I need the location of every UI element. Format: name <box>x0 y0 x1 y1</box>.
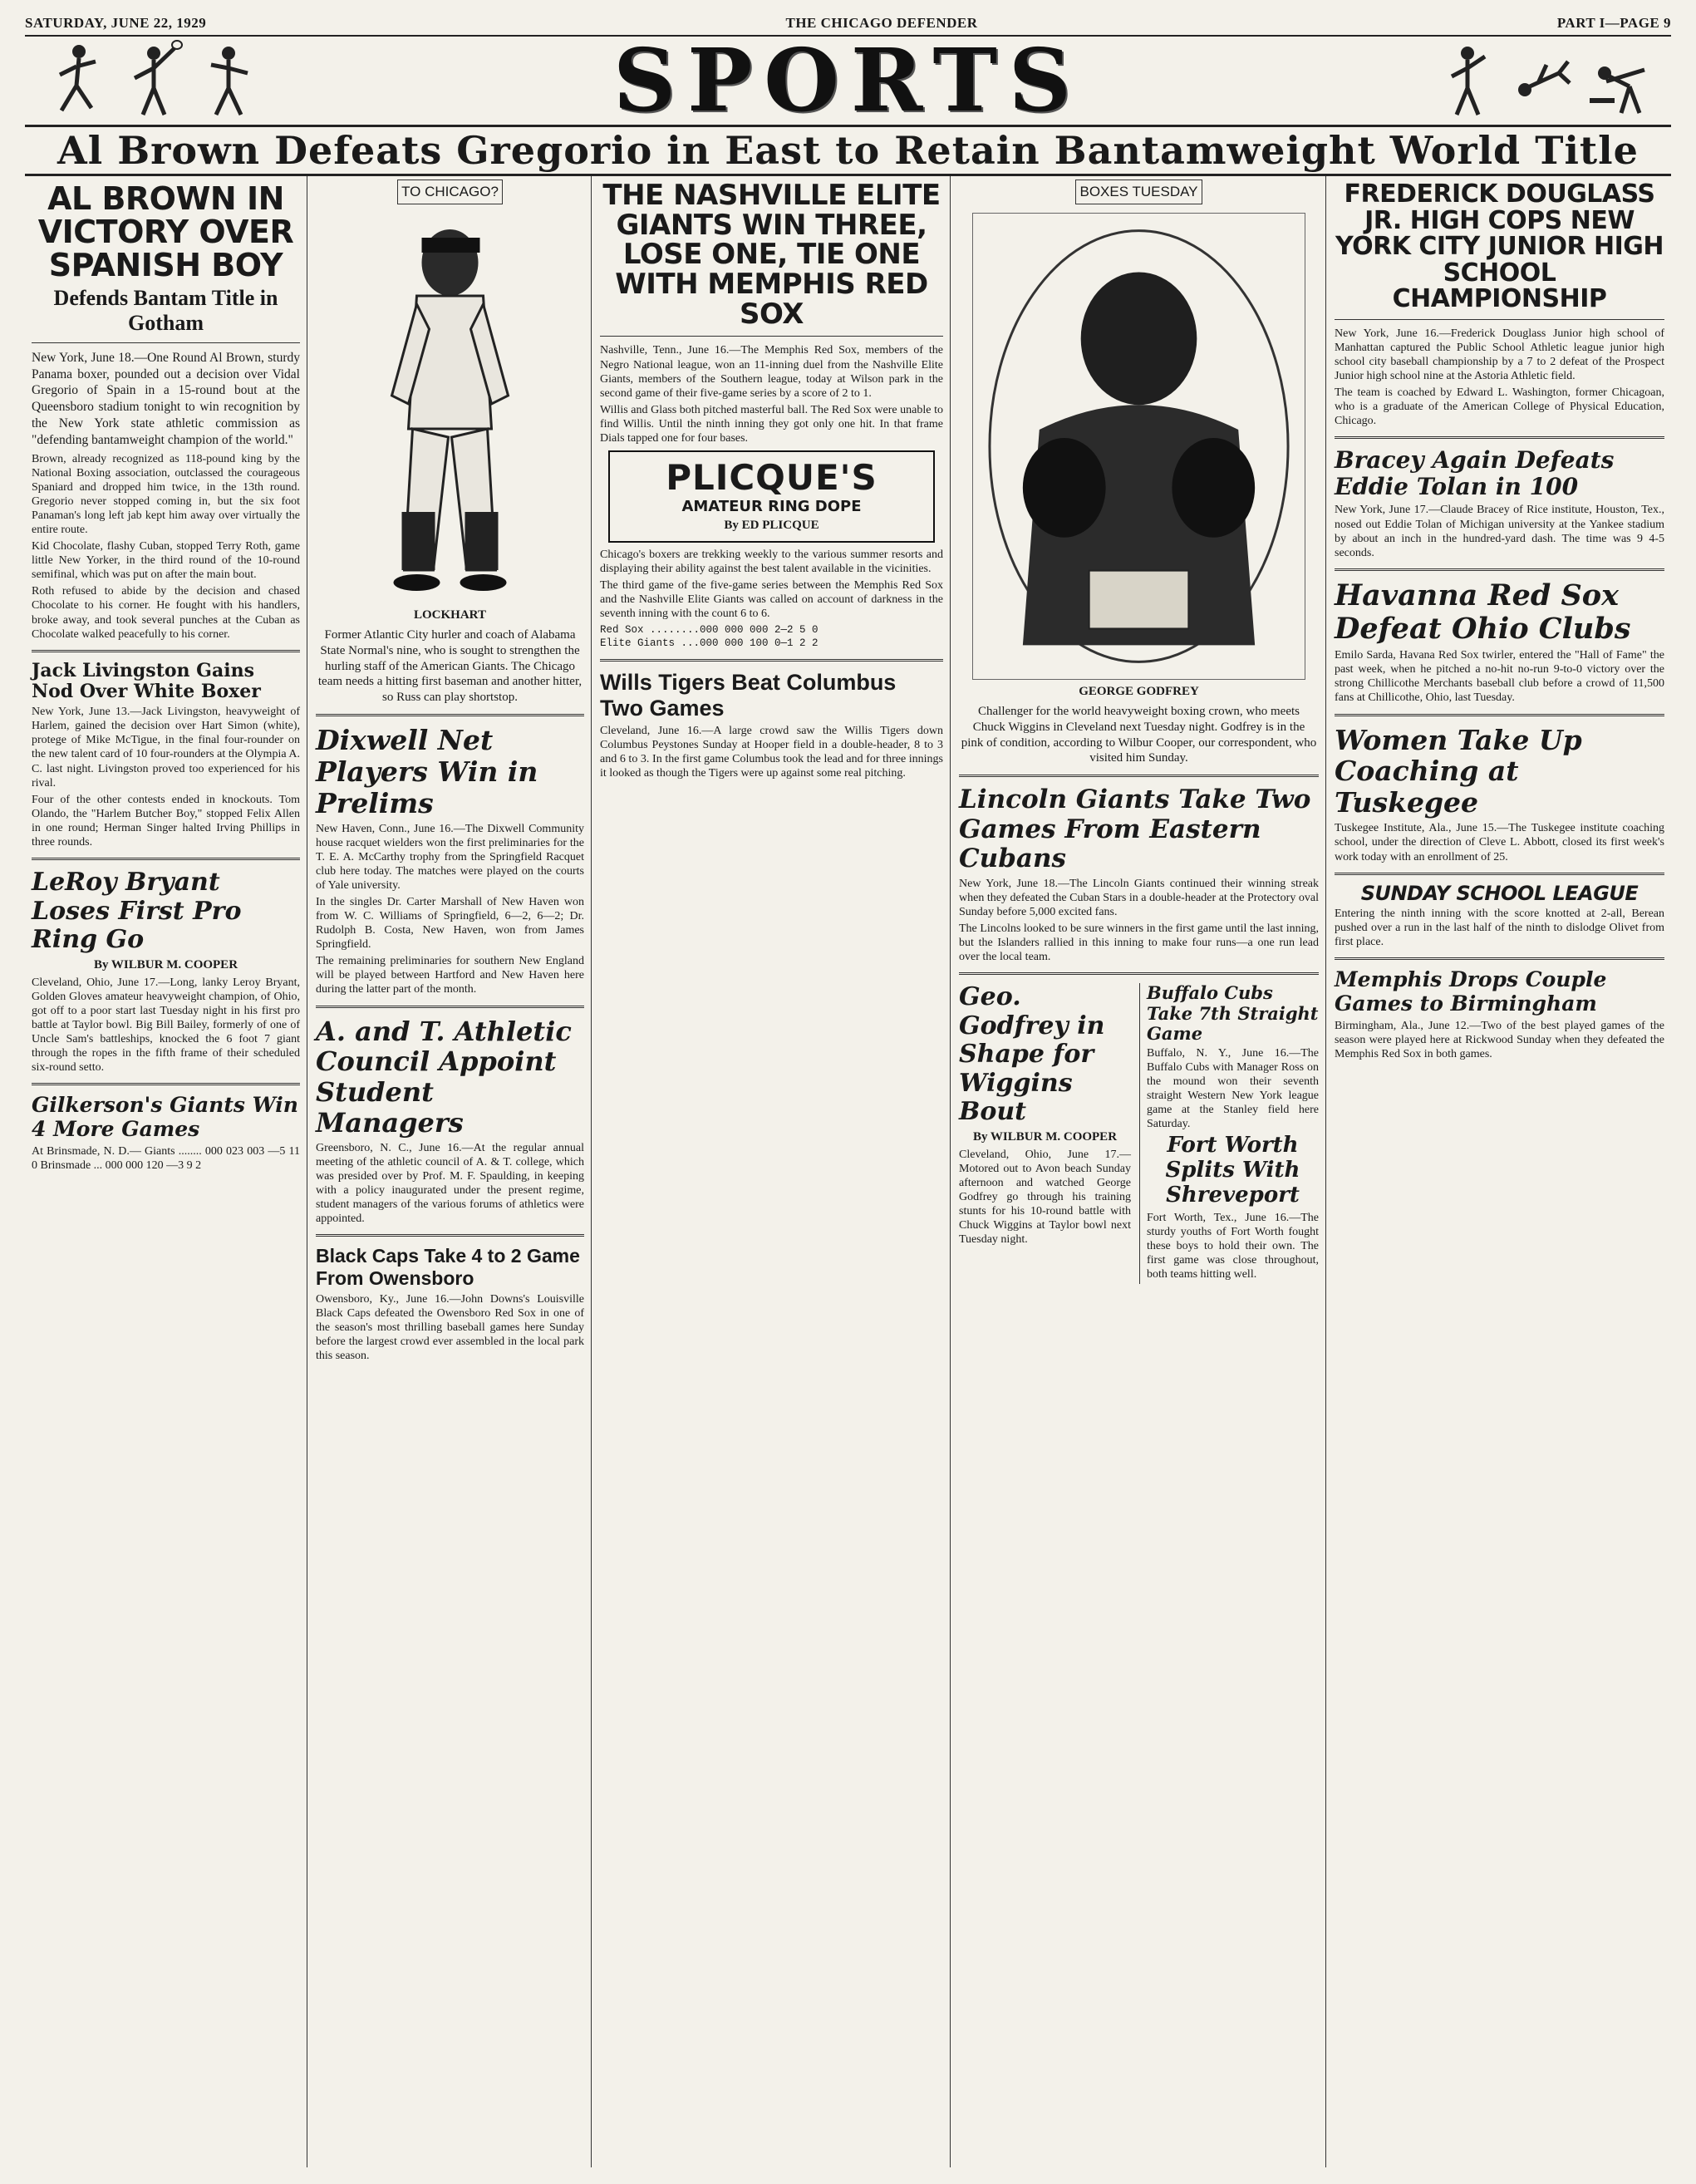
header-paper-name: THE CHICAGO DEFENDER <box>785 15 978 31</box>
article-headline: THE NASHVILLE ELITE GIANTS WIN THREE, LOSE ONE, TIE ONE WITH MEMPHIS RED SOX <box>602 179 941 331</box>
article-headline: FREDERICK DOUGLASS JR. HIGH COPS NEW YORK CITY JUNIOR HIGH SCHOOL CHAMPIONSHIP <box>1335 180 1664 313</box>
article-body: New York, June 17.—Claude Bracey of Rice institute, Houston, Tex., nosed out Eddie Tolan of Michigan university at the Yankee stadium by about an inch in the hundred-yard dash. The time was 9 4-5 seconds. <box>1335 504 1664 559</box>
masthead-figures-right <box>1438 40 1646 120</box>
article-headline: Bracey Again Defeats Eddie Tolan in 100 <box>1335 446 1615 501</box>
article-headline: Black Caps Take 4 to 2 Game From Owensboro <box>316 1245 580 1290</box>
article-body: Cleveland, Ohio, June 17.—Motored out to Avon beach Sunday afternoon and watched George Godfrey go through his training stunts for his 10-round battle with Chuck Wiggins at Taylor bowl next Tuesday night. <box>959 1148 1131 1247</box>
banner-headline: Al Brown Defeats Gregorio in East to Retain Bantamweight World Title <box>25 125 1671 176</box>
article-body: Birmingham, Ala., June 12.—Two of the best played games of the season were played here at Rickwood Sunday when they defeated the Memphis Red Sox in both games. <box>1335 1019 1664 1060</box>
article-body: Tuskegee Institute, Ala., June 15.—The Tuskegee institute coaching school, under the direction of Cleve L. Abbott, closed its first week's work today with an enrollment of 25. <box>1335 822 1664 863</box>
photo-label: TO CHICAGO? <box>397 180 503 204</box>
article-body: In the singles Dr. Carter Marshall of New Haven won from W. C. Williams of Springfield, 6—2, 6—2; Dr. Rudolph B. Costa, New Haven, won from James Springfield. <box>316 895 584 952</box>
article-headline: A. and T. Athletic Council Appoint Student Managers <box>316 1015 572 1139</box>
plicque-byline: By ED PLICQUE <box>724 518 819 532</box>
article-subhead: Defends Bantam Title in Gotham <box>53 285 278 335</box>
article-body: Owensboro, Ky., June 16.—John Downs's Louisville Black Caps defeated the Owensboro Red Sox in one of the season's most thrilling baseball games here Sunday before the largest crowd ever assembled in the local park this season. <box>316 1293 584 1363</box>
column-5 <box>1328 176 1671 2167</box>
article-byline: By WILBUR M. COOPER <box>93 957 238 971</box>
plicque-column-box <box>608 450 935 543</box>
header-page-number: PART I—PAGE 9 <box>1556 15 1671 31</box>
article-body: Greensboro, N. C., June 16.—At the regular annual meeting of the athletic council of A. & T. college, which was presided over by Prof. M. F. Spaulding, in keeping with a policy inaugurated under the present regime, student managers of the various forums of athletics were appointed. <box>316 1141 584 1226</box>
column-1 <box>25 176 307 2167</box>
article-body: Cleveland, Ohio, June 17.—Long, lanky Leroy Bryant, Golden Gloves amateur heavyweight champion, of Ohio, got off to a poor start last Tuesday night in his first pro battle at Taylor bowl. Big Bill Bailey, formerly of one of Uncle Sam's battleships, knocked the 6 foot 7 giant through the ropes in the fifth frame of their scheduled six-round setto. <box>32 976 300 1074</box>
article-headline: Havanna Red Sox Defeat Ohio Clubs <box>1335 578 1631 646</box>
masthead-title: SPORTS <box>613 28 1083 131</box>
plicque-title: PLICQUE'S <box>666 456 877 498</box>
article-headline: Fort Worth Splits With Shreveport <box>1165 1133 1300 1208</box>
article-body: Kid Chocolate, flashy Cuban, stopped Terry Roth, game little New Yorker, in the third round of the 10-round semifinal, which was put on after the main bout. <box>32 540 300 582</box>
article-body: Chicago's boxers are trekking weekly to the various summer resorts and displaying their ability against the best talent available in the vicinities. <box>600 548 943 576</box>
article-body: The Lincolns looked to be sure winners in the first game until the last inning, but the Islanders rallied in this inning to make four runs—a one run lead over the local team. <box>959 922 1319 964</box>
article-headline: Jack Livingston Gains Nod Over White Boxer <box>32 659 261 702</box>
column-4 <box>952 176 1326 2167</box>
article-body: Entering the ninth inning with the score knotted at 2-all, Berean pushed over a run in the last half of the ninth to dislodge Olivet from first place. <box>1335 907 1664 948</box>
lockhart-photo <box>324 213 576 603</box>
baseball-player-illustration-icon <box>324 213 576 603</box>
article-body: New York, June 13.—Jack Livingston, heavyweight of Harlem, gained the decision over Hart Simon (white), protege of Mike McTigue, in the final four-rounder on the new talent card of 10 four-rounders at the Olympia A. C. last night. Livingston proved too experienced for his rival. <box>32 706 300 789</box>
article-headline: SUNDAY SCHOOL LEAGUE <box>1360 881 1639 905</box>
photo-label: BOXES TUESDAY <box>1075 180 1202 204</box>
photo-name: GEORGE GODFREY <box>1079 685 1199 698</box>
article-body: Four of the other contests ended in knockouts. Tom Olando, the "Harlem Butcher Boy," stopped Felix Allen in one round; Herman Singer halted Irving Phillips in three rounds. <box>32 793 300 849</box>
article-headline: AL BROWN IN VICTORY OVER SPANISH BOY <box>37 180 294 283</box>
article-body: New York, June 18.—One Round Al Brown, sturdy Panama boxer, pounded out a decision over Vidal Gregorio of Spain in a 15-round bout at the Queensboro stadium tonight to win recognition by the New York state athletic commission as "defending bantamweight champion of the world." <box>32 350 300 447</box>
article-headline: Dixwell Net Players Win in Prelims <box>316 723 538 819</box>
article-headline: Gilkerson's Giants Win 4 More Games <box>32 1093 298 1141</box>
article-body: The remaining preliminaries for southern New England will be played between Hartford and New Haven here during the latter part of the month. <box>316 955 584 996</box>
article-headline: Memphis Drops Couple Games to Birmingham <box>1335 967 1607 1016</box>
article-body: Nashville, Tenn., June 16.—The Memphis Red Sox, members of the Negro National league, won an 11-inning duel from the Nashville Elite Giants, members of the Southern league, today at Wilson park in the second game of their five-game series by a score of 2 to 1. <box>600 344 943 400</box>
article-body: New York, June 16.—Frederick Douglass Junior high school of Manhattan captured the Public School Athletic league junior high school city baseball championship by a 7 to 2 defeat of the Prospect Junior high school nine at the Astoria Athletic field. <box>1335 327 1664 382</box>
article-headline: Geo. Godfrey in Shape for Wiggins Bout <box>959 982 1105 1127</box>
column-2 <box>309 176 592 2167</box>
article-body: Fort Worth, Tex., June 16.—The sturdy youths of Fort Worth fought these boys to hold their own. The first game was close throughout, both teams hitting well. <box>1147 1211 1319 1281</box>
article-body: Willis and Glass both pitched masterful ball. The Red Sox were unable to find Willis. Until the ninth inning they got only one hit. In that frame Dials tapped one for four bases. <box>600 403 943 445</box>
article-headline: Lincoln Giants Take Two Games From Eastern Cubans <box>959 785 1311 874</box>
diver-figure-icon <box>1513 40 1571 120</box>
article-headline: Wills Tigers Beat Columbus Two Games <box>600 669 897 721</box>
box-score: Red Sox ........000 000 000 2—2 5 0 Elite Giants ...000 000 100 0—1 2 2 <box>600 624 819 649</box>
article-body: At Brinsmade, N. D.— Giants ........ 000 023 003 —5 11 0 Brinsmade ... 000 000 120 —3 9 2 <box>32 1144 300 1172</box>
boxer-portrait-illustration-icon <box>973 214 1305 679</box>
article-byline: By WILBUR M. COOPER <box>972 1129 1118 1144</box>
masthead <box>25 28 1671 131</box>
article-body: The team is coached by Edward L. Washington, former Chicagoan, who is a graduate of the American College of Physical Education, Chicago. <box>1335 386 1664 427</box>
article-body: Roth refused to abide by the decision and chased Chocolate to his corner. He fought with his handlers, broke away, and took several punches at the Cuban as Chocolate walked peacefully to his corner. <box>32 585 300 641</box>
golfer-figure-icon <box>1438 40 1497 120</box>
header-date: SATURDAY, JUNE 22, 1929 <box>25 15 207 31</box>
godfrey-photo <box>972 213 1305 680</box>
article-body: New Haven, Conn., June 16.—The Dixwell Community house racquet wielders won the first preliminaries for the T. E. A. McCarthy trophy from the Springfield Racquet club here today. The matches were played on the courts of Yale university. <box>316 822 584 892</box>
plicque-subtitle: AMATEUR RING DOPE <box>681 497 862 515</box>
photo-name: LOCKHART <box>414 608 486 622</box>
article-body: New York, June 18.—The Lincoln Giants continued their winning streak when they defeated the Cuban Stars in a double-header at the Protectory oval Sunday before 5,000 excited fans. <box>959 877 1319 919</box>
article-body: Emilo Sarda, Havana Red Sox twirler, entered the "Hall of Fame" the past week, when he pitched a no-hit no-run 9-to-0 victory over the strong Chillicothe Merchants baseball club before a crowd of 11,500 fans at Chillicothe, Ohio, last Tuesday. <box>1335 649 1664 705</box>
article-headline: Buffalo Cubs Take 7th Straight Game <box>1147 982 1319 1044</box>
photo-caption: Former Atlantic City hurler and coach of Alabama State Normal's nine, who is sought to strengthen the hurling staff of the American Giants. The Chicago team needs a hitting first baseman and another hitter, so Russ can play shortstop. <box>317 628 583 704</box>
billiards-figure-icon <box>1588 40 1646 120</box>
photo-caption: Challenger for the world heavyweight boxing crown, who meets Chuck Wiggins in Cleveland next Tuesday night. Godfrey is in the pink of condition, according to Wilbur Cooper, our correspondent, who visited him Sunday. <box>961 705 1317 765</box>
article-headline: Women Take Up Coaching at Tuskegee <box>1335 723 1582 819</box>
article-body: Buffalo, N. Y., June 16.—The Buffalo Cubs with Manager Ross on the mound won their seventh straight Western New York league game at the Stanley field here Saturday. <box>1147 1046 1319 1131</box>
article-body: Brown, already recognized as 118-pound king by the National Boxing association, outclassed the courageous Spaniard and dropped him twice, in the 13th round. Gregorio never stopped coming in, but the six foot Panaman's long left jab kept him away over virtually the entire route. <box>32 452 300 537</box>
article-headline: LeRoy Bryant Loses First Pro Ring Go <box>32 868 242 955</box>
article-body: Cleveland, June 16.—A large crowd saw the Willis Tigers down Columbus Peystones Sunday at Hooper field in a double-header, 8 to 3 and 6 to 3. In the first game Columbus took the lead and for three innings it looked as though the Tigers were up against some real pitching. <box>600 724 943 780</box>
column-3 <box>593 176 951 2167</box>
article-body: The third game of the five-game series between the Memphis Red Sox and the Nashville Elite Giants was called on account of darkness in the seventh inning with the count 6 to 6. <box>600 579 943 621</box>
